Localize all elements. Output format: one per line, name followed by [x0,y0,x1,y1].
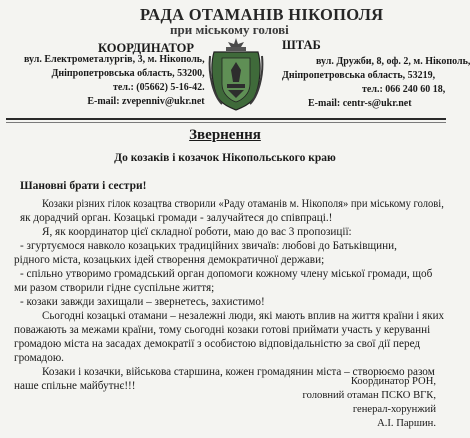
header-divider-thin [6,122,446,123]
shtab-email: E-mail: centr-s@ukr.net [308,98,412,109]
signature-block [240,375,436,435]
letter-addressee: До козаків і козачок Нікопольського краю [114,152,336,164]
coordinator-address-line: вул. Електрометалургів, 3, м. Нікополь, [24,54,205,65]
signature-line: Координатор РОН, [350,376,436,387]
letter-heading: Звернення [189,127,261,143]
body-line: громадою міста на засадах демократії з особистою відповідальністю за свої дії перед [14,338,421,350]
shtab-address-line: вул. Дружби, 8, оф. 2, м. Нікополь, [316,56,470,67]
body-line: Козаки різних гілок козацтва створили «Раду отаманів м. Нікополя» при міському голові, [42,198,444,210]
signature-name: А.І. Паршин. [377,418,436,429]
body-line: громадою. [14,352,64,364]
coordinator-contacts [24,53,205,109]
coordinator-heading: КООРДИНАТОР [98,41,195,55]
coordinator-phone: тел.: (05662) 5-16-42. [112,82,205,93]
city-emblem-icon [208,36,264,112]
body-line: Я, як координатор цієї складної роботи, маю до вас 3 пропозиції: [42,226,352,238]
coordinator-region-line: Дніпропетровська область, 53200, [51,68,205,79]
body-line: Сьогодні козацькі отамани – незалежні люди, які мають вплив на життя країни і яких [42,310,445,322]
letter-greeting: Шановні брати і сестри! [20,180,147,192]
shtab-region-line: Дніпропетровська область, 53219, [282,70,436,81]
coordinator-email: E-mail: zvepenniv@ukr.net [87,96,205,107]
org-subtitle: при міському голові [170,22,289,37]
body-line: ми разом створили гідне суспільне життя; [14,282,215,294]
body-line: рідного міста, козацьких ідей створення демократичної держави; [14,254,325,266]
header-divider [6,118,446,120]
body-line: як дорадчий орган. Козацькі громади - залучайтеся до співпраці.! [20,212,333,224]
shtab-phone: тел.: 066 240 60 18, [362,84,446,95]
body-line: Козаки і козачки, військова старшина, кожен громадянин міста – створюємо разом [42,366,435,378]
signature-line: головний отаман ПСКО ВГК, [302,390,436,401]
signature-line: генерал-хорунжий [352,404,436,415]
body-line: - козаки завжди захищали – звернетесь, захистимо! [20,296,265,308]
shtab-contacts [282,55,470,111]
body-line: - згуртуємося навколо козацьких традиційних звичаїв: любові до Батьківщини, [20,240,397,252]
body-line: - спільно утворимо громадський орган допомоги кожному члену міської громади, щоб [20,268,433,280]
org-title: РАДА ОТАМАНІВ НІКОПОЛЯ [140,5,384,24]
body-line: наше спільне майбутнє!!! [14,380,136,392]
shtab-heading: ШТАБ [282,38,321,52]
body-line: поважають за межами країни, тому сьогодні козаки готові приймати участь у керуванні [14,324,431,336]
